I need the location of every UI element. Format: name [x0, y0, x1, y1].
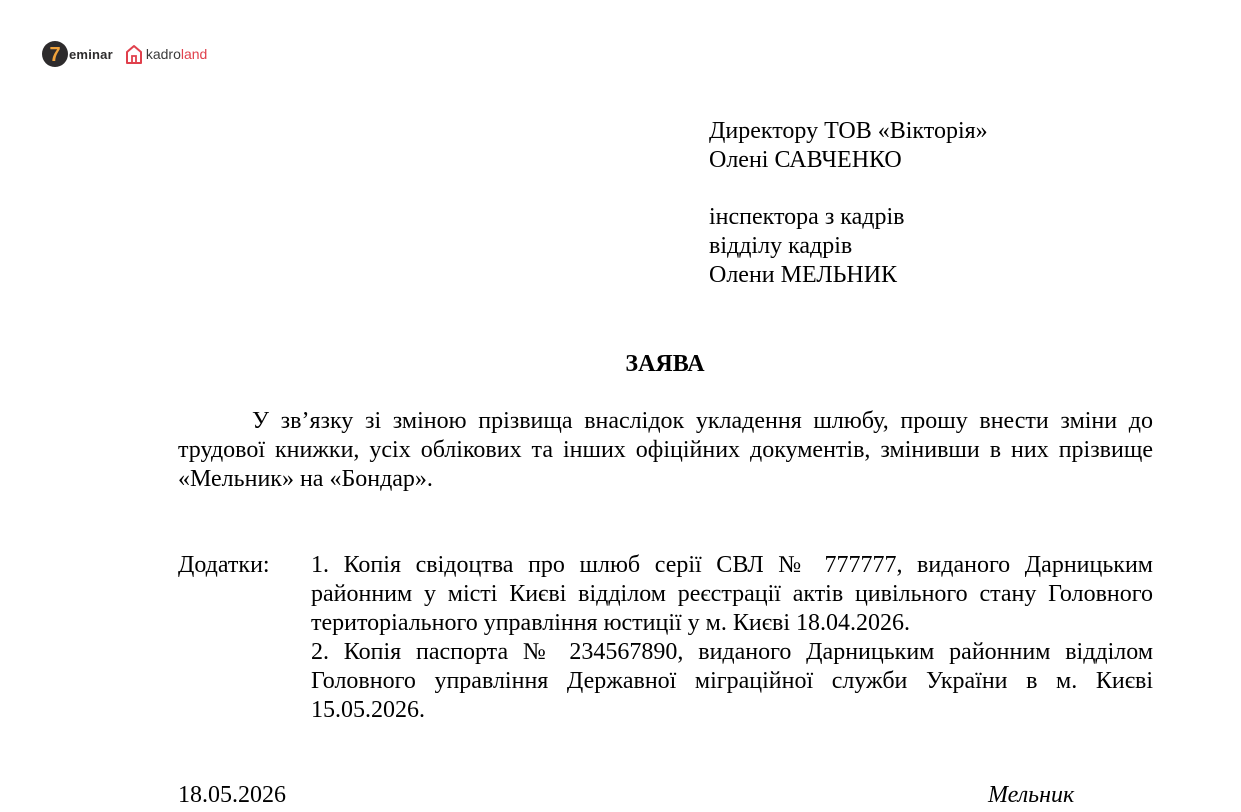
attachment-item-2: 2. Копія паспорта № 234567890, виданого Дарницьким районним відділом Головного управління Державної міграційної служби України в м. Києві 15.05.2026.	[311, 639, 1153, 723]
kadroland-word-accent: land	[180, 46, 208, 62]
attachment-item-1: 1. Копія свідоцтва про шлюб серії СВЛ № 777777, виданого Дарницьким районним у місті Києві відділом реєстрації актів цивільного стану Головного територіального управління юстиції у м. Києві 18.04.2026.	[311, 552, 1153, 636]
kadroland-logo	[125, 44, 208, 64]
seminar-logo-word: eminar	[69, 46, 113, 62]
addressee-block	[709, 117, 988, 290]
sender-department: відділу кадрів	[709, 233, 853, 259]
seminar-badge-glyph: 7	[49, 43, 61, 66]
kadroland-word-main: kadro	[145, 46, 181, 62]
document-date: 18.05.2026	[178, 782, 286, 808]
sender-position: інспектора з кадрів	[709, 204, 905, 230]
addressee-gap	[709, 175, 988, 203]
seminar-logo	[42, 41, 113, 67]
seven-badge-icon	[42, 41, 68, 67]
application-body: У зв’язку зі зміною прізвища внаслідок укладення шлюбу, прошу внести зміни до трудової книжки, усіх облікових та інших офіційних документів, змінивши в них прізвище «Мельник» на «Бондар».	[178, 408, 1153, 492]
recipient-position: Директору ТОВ «Вікторія»	[709, 118, 988, 144]
document-title: ЗАЯВА	[625, 351, 705, 377]
kadroland-logo-word	[146, 46, 208, 62]
house-icon	[125, 44, 143, 64]
recipient-name: Олені САВЧЕНКО	[709, 147, 902, 173]
signature: Мельник	[988, 782, 1075, 808]
sender-name: Олени МЕЛЬНИК	[709, 262, 898, 288]
header-logos	[42, 39, 207, 69]
attachments-label: Додатки:	[178, 552, 270, 578]
attachments-list	[311, 551, 1153, 725]
